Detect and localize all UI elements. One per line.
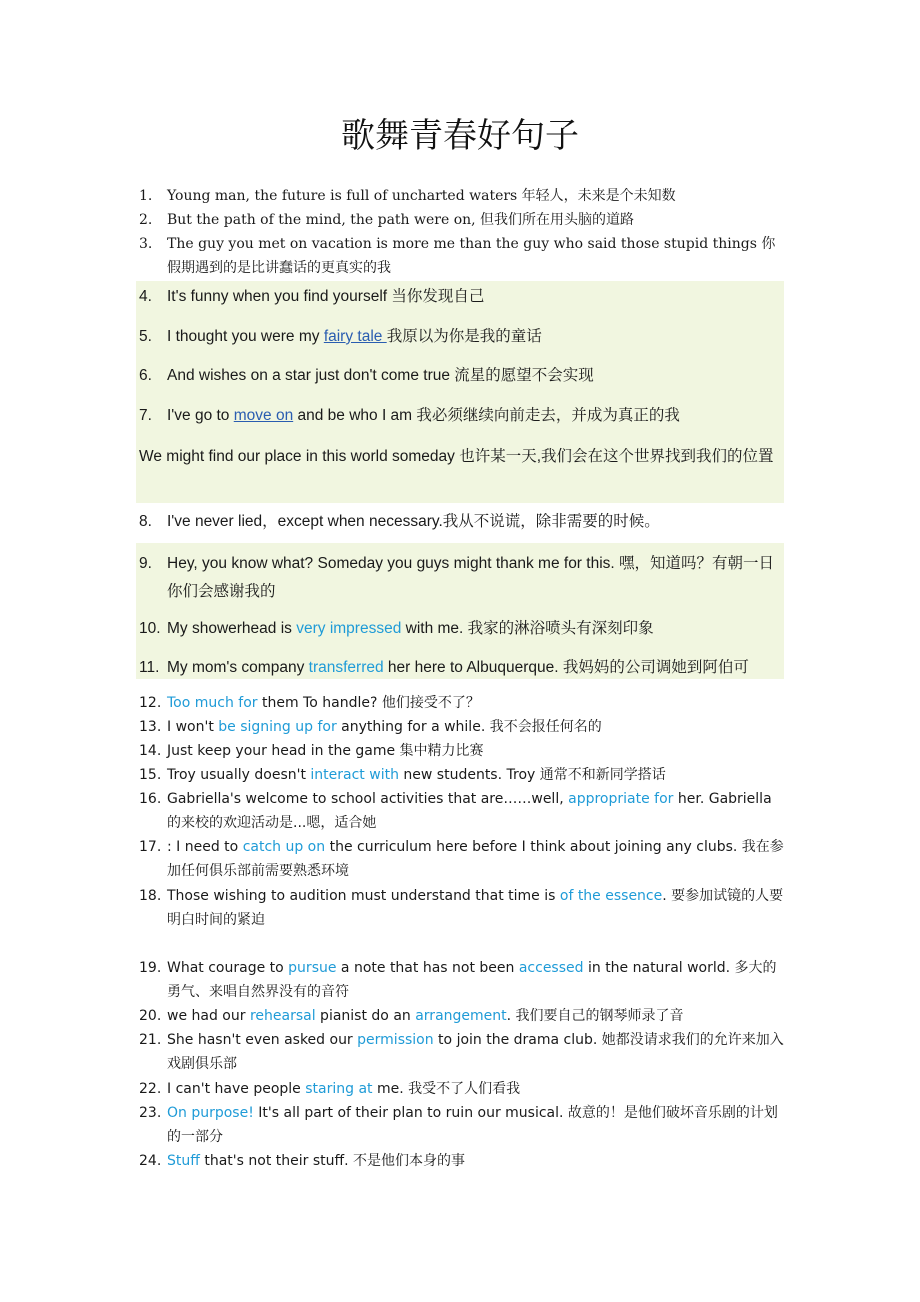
item-number: 15. [139, 767, 162, 783]
item-number: 9. [139, 555, 152, 572]
item-text: I can't have people staring at me. 我受不了人们看我 [167, 1081, 521, 1097]
item-text: It's funny when you find yourself 当你发现自己 [167, 288, 485, 305]
item-number: 19. [139, 960, 162, 976]
item-number: 21. [139, 1032, 162, 1048]
item-number: 6. [139, 367, 152, 384]
page-title: 歌舞青春好句子 [341, 116, 579, 156]
list-item [139, 617, 784, 641]
item-text: we had our rehearsal pianist do an arrangement. 我们要自己的钢琴师录了音 [167, 1008, 684, 1024]
list-item [139, 443, 784, 471]
list-item [139, 884, 784, 932]
list-item [139, 1077, 784, 1101]
list-item [139, 763, 784, 787]
item-number: 13. [139, 719, 162, 735]
item-text: Gabriella's welcome to school activities that are……well, appropriate for her. Gabriella 的来校的欢迎活动是...嗯，适合她 [167, 791, 772, 831]
item-text: I thought you were my fairy tale 我原以为你是我的童话 [167, 328, 542, 345]
item-text: Stuff that's not their stuff. 不是他们本身的事 [167, 1153, 466, 1169]
item-number: 14. [139, 743, 162, 759]
item-text: She hasn't even asked our permission to join the drama club. 她都没请求我们的允许来加入戏剧俱乐部 [167, 1032, 784, 1072]
list-item [139, 184, 784, 208]
item-number: 8. [139, 513, 152, 530]
item-text: Troy usually doesn't interact with new students. Troy 通常不和新同学搭话 [167, 767, 666, 783]
item-text: On purpose! It's all part of their plan to ruin our musical. 故意的！是他们破坏音乐剧的计划的一部分 [167, 1105, 778, 1145]
list-item [139, 715, 784, 739]
item-number: 12. [139, 695, 162, 711]
item-text: Young man, the future is full of uncharted waters 年轻人，未来是个未知数 [167, 188, 676, 204]
item-text: But the path of the mind, the path were on, 但我们所在用头脑的道路 [167, 212, 635, 228]
list-item [139, 1004, 784, 1028]
item-number: 24. [139, 1153, 162, 1169]
item-text: : I need to catch up on the curriculum here before I think about joining any clubs. 我在参加任何俱乐部前需要熟悉环境 [167, 839, 784, 879]
item-number: 11. [139, 659, 160, 676]
list-item [139, 1101, 784, 1149]
item-text: We might find our place in this world someday 也许某一天,我们会在这个世界找到我们的位置 [139, 448, 774, 465]
list-item [139, 1149, 784, 1173]
item-number: 20. [139, 1008, 162, 1024]
list-item [139, 1028, 784, 1076]
item-text: I've go to move on and be who I am 我必须继续向前走去，并成为真正的我 [167, 407, 680, 424]
list-item [139, 835, 784, 883]
list-item [139, 404, 784, 428]
item-number: 23. [139, 1105, 162, 1121]
item-number: 1. [139, 188, 153, 204]
item-text: Those wishing to audition must understand that time is of the essence. 要参加试镜的人要明白时间的紧迫 [167, 888, 784, 928]
item-text: Too much for them To handle? 他们接受不了？ [167, 695, 480, 711]
item-text: My showerhead is very impressed with me. 我家的淋浴喷头有深刻印象 [167, 620, 654, 637]
list-item [139, 787, 784, 835]
item-text: And wishes on a star just don't come true 流星的愿望不会实现 [167, 367, 594, 384]
item-number: 4. [139, 288, 152, 305]
item-text: My mom's company transferred her here to Albuquerque. 我妈妈的公司调她到阿伯可 [167, 659, 749, 676]
item-number: 16. [139, 791, 162, 807]
move-on-link[interactable]: move on [233, 407, 294, 424]
item-number: 7. [139, 407, 152, 424]
item-text: Just keep your head in the game 集中精力比赛 [167, 743, 484, 759]
item-text: I won't be signing up for anything for a while. 我不会报任何名的 [167, 719, 602, 735]
fairy-tale-link[interactable]: fairy tale [323, 328, 387, 345]
item-text: Hey, you know what? Someday you guys might thank me for this. 嘿，知道吗？有朝一日你们会感谢我的 [167, 555, 775, 600]
item-text: I've never lied，except when necessary.我从不说谎，除非需要的时候。 [167, 513, 660, 530]
list-item [139, 364, 784, 388]
list-item [139, 691, 784, 715]
list-item [139, 325, 784, 349]
list-item [139, 550, 784, 606]
list-item [139, 232, 784, 280]
item-number: 18. [139, 888, 162, 904]
item-text: The guy you met on vacation is more me than the guy who said those stupid things 你假期遇到的是比讲蠢话的更真实的我 [167, 236, 776, 276]
list-item [139, 956, 784, 1004]
list-item [139, 656, 784, 680]
item-number: 22. [139, 1081, 162, 1097]
list-item [139, 285, 784, 309]
list-item [139, 739, 784, 763]
item-number: 5. [139, 328, 152, 345]
list-item [139, 208, 784, 232]
item-number: 17. [139, 839, 162, 855]
item-text: What courage to pursue a note that has not been accessed in the natural world. 多大的勇气、来唱自然界没有的音符 [167, 960, 777, 1000]
item-number: 10. [139, 620, 161, 637]
list-item [139, 510, 784, 534]
item-number: 2. [139, 212, 153, 228]
item-number: 3. [139, 236, 153, 252]
